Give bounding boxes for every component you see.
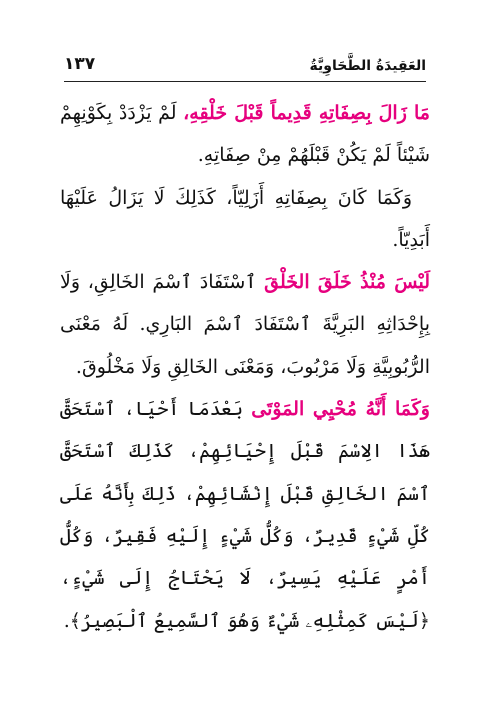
paragraph-3-text: ٱسْتَفَادَ ٱسْمَ الخَالِقِ، وَلَا بِإِحْدَاثِهِ البَرِيَّةَ ٱسْتَفَادَ ٱسْمَ البَارِي. لَهُ مَعْنَى الرُّبُوبِيَّةِ وَلَا مَرْبُوبَ، وَمَعْنَى الخَالِقِ وَلَا مَخْلُوقَ. [60,271,430,378]
paragraph-2-text: وَكَمَا كَانَ بِصِفَاتِهِ أَزَلِيّاً، كَذَلِكَ لَا يَزَالُ عَلَيْهَا أَبَدِيّاً. [60,186,430,251]
page-header [64,44,426,74]
paragraph-1-text: لَمْ يَزْدَدْ بِكَوْنِهِمْ شَيْئاً لَمْ يَكُنْ قَبْلَهُمْ مِنْ صِفَاتِهِ. [60,102,430,167]
paragraph-2 [60,177,430,262]
paragraph-3 [60,261,430,388]
paragraph-4-text: بَعْدَمَا أَحْيَا، ٱسْتَحَقَّ هَذَا الِاسْمَ قَبْلَ إِحْيَائِهِمْ، كَذَلِكَ ٱسْتَحَقَّ ٱسْمَ الخَالِقِ قَبْلَ إِنْشَائِهِمْ، ذَلِكَ بِأَنَّهُ عَلَى كُلِّ شَيْءٍ قَدِيرٌ، وَكُلُّ شَيْءٍ إِلَيْهِ فَقِيرٌ، وَكُلُّ أَمْرٍ عَلَيْهِ يَسِيرٌ، لَا يَحْتَاجُ إِلَى شَيْءٍ، ﴿لَيْسَ كَمِثْلِهِۦ شَيْءٌ وَهُوَ ٱلسَّمِيعُ ٱلْبَصِيرُ﴾. [60,398,430,632]
paragraph-1 [60,92,430,177]
paragraph-4 [60,388,430,642]
paragraph-4-highlight: وَكَمَا أَنَّهُ مُحْيِي المَوْتَى [251,398,430,421]
running-title: العَقِيدَةُ الطَّحَاوِيَّةُ [309,58,426,74]
page-body [60,92,430,642]
page-number: ١٣٧ [64,54,96,74]
header-divider [64,81,426,82]
paragraph-1-highlight: مَا زَالَ بِصِفَاتِهِ قَدِيماً قَبْلَ خَلْقِهِ، [183,102,430,124]
paragraph-3-highlight: لَيْسَ مُنْذُ خَلَقَ الخَلْقَ [264,271,431,294]
